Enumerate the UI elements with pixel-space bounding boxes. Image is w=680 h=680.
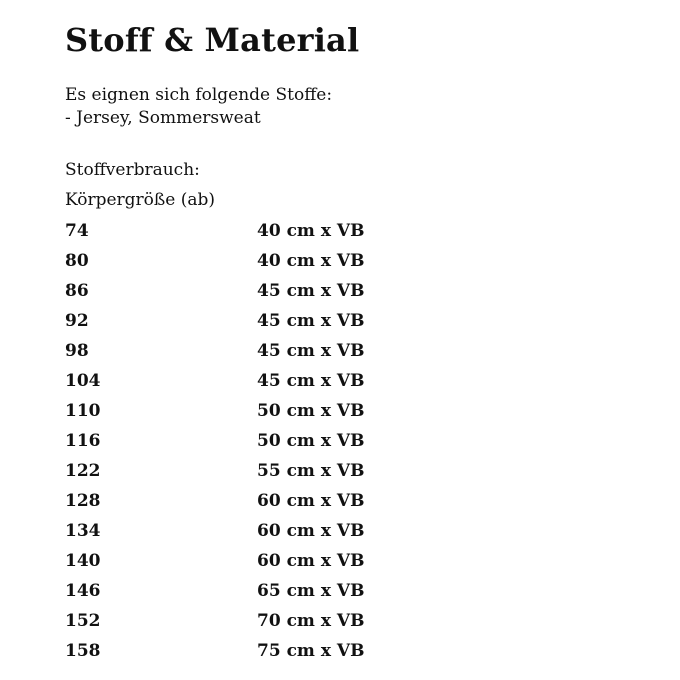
body-size-value: 140: [65, 551, 101, 571]
body-size-value: 92: [65, 311, 89, 331]
body-size-value: 128: [65, 491, 101, 511]
fabric-amount-value: 60 cm x VB: [257, 491, 365, 511]
fabric-amount-value: 50 cm x VB: [257, 401, 365, 421]
intro-line-fabric-types: - Jersey, Sommersweat: [65, 108, 261, 128]
body-size-value: 134: [65, 521, 101, 541]
fabric-amount-value: 60 cm x VB: [257, 521, 365, 541]
body-size-column-label: Körpergröße (ab): [65, 190, 216, 210]
page-title: Stoff & Material: [65, 21, 360, 59]
fabric-amount-value: 60 cm x VB: [257, 551, 365, 571]
body-size-value: 146: [65, 581, 101, 601]
body-size-value: 152: [65, 611, 101, 631]
intro-text: [65, 84, 332, 130]
body-size-value: 98: [65, 341, 89, 361]
fabric-consumption-heading: Stoffverbrauch:: [65, 160, 200, 180]
fabric-amount-value: 45 cm x VB: [257, 341, 365, 361]
body-size-value: 104: [65, 371, 101, 391]
fabric-amount-value: 45 cm x VB: [257, 371, 365, 391]
fabric-amount-value: 75 cm x VB: [257, 641, 365, 661]
body-size-value: 122: [65, 461, 101, 481]
fabric-amount-value: 45 cm x VB: [257, 281, 365, 301]
body-size-value: 80: [65, 251, 89, 271]
body-size-value: 158: [65, 641, 101, 661]
intro-line-suitable-fabrics: Es eignen sich folgende Stoffe:: [65, 85, 333, 105]
fabric-amount-value: 65 cm x VB: [257, 581, 365, 601]
fabric-amount-value: 70 cm x VB: [257, 611, 365, 631]
body-size-value: 116: [65, 431, 101, 451]
body-size-value: 74: [65, 221, 89, 241]
body-size-value: 86: [65, 281, 89, 301]
fabric-amount-value: 40 cm x VB: [257, 221, 365, 241]
fabric-amount-value: 45 cm x VB: [257, 311, 365, 331]
fabric-amount-value: 40 cm x VB: [257, 251, 365, 271]
document-page: [65, 0, 655, 680]
body-size-value: 110: [65, 401, 101, 421]
fabric-amount-value: 50 cm x VB: [257, 431, 365, 451]
fabric-amount-value: 55 cm x VB: [257, 461, 365, 481]
